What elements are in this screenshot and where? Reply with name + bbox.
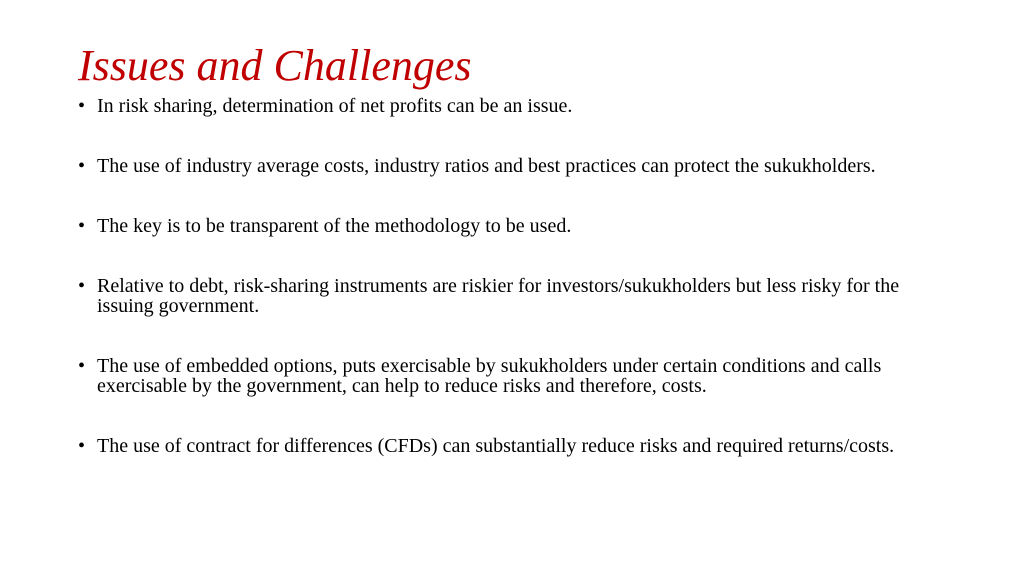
bullet-text: The use of contract for differences (CFDs) can substantially reduce risks and required returns/costs.: [97, 435, 895, 457]
bullet-item: [78, 216, 958, 236]
bullet-text: The key is to be transparent of the methodology to be used.: [97, 215, 572, 237]
bullet-item: [78, 436, 958, 456]
bullet-text: The use of embedded options, puts exercisable by sukukholders under certain conditions and calls exercisable by the government, can help to reduce risks and therefore, costs.: [97, 355, 882, 397]
bullet-list: [78, 96, 958, 496]
bullet-text: The use of industry average costs, industry ratios and best practices can protect the sukukholders.: [97, 155, 876, 177]
bullet-icon: •: [78, 155, 86, 177]
bullet-icon: •: [78, 355, 86, 377]
bullet-item: [78, 156, 958, 176]
bullet-text: In risk sharing, determination of net profits can be an issue.: [97, 95, 573, 117]
slide-title: Issues and Challenges: [78, 41, 472, 90]
bullet-item: [78, 276, 958, 316]
bullet-icon: •: [78, 435, 86, 457]
bullet-text: Relative to debt, risk-sharing instruments are riskier for investors/sukukholders but less risky for the issuing government.: [97, 275, 900, 317]
bullet-item: [78, 356, 958, 396]
bullet-icon: •: [78, 95, 86, 117]
bullet-item: [78, 96, 958, 116]
bullet-icon: •: [78, 275, 86, 297]
bullet-icon: •: [78, 215, 86, 237]
